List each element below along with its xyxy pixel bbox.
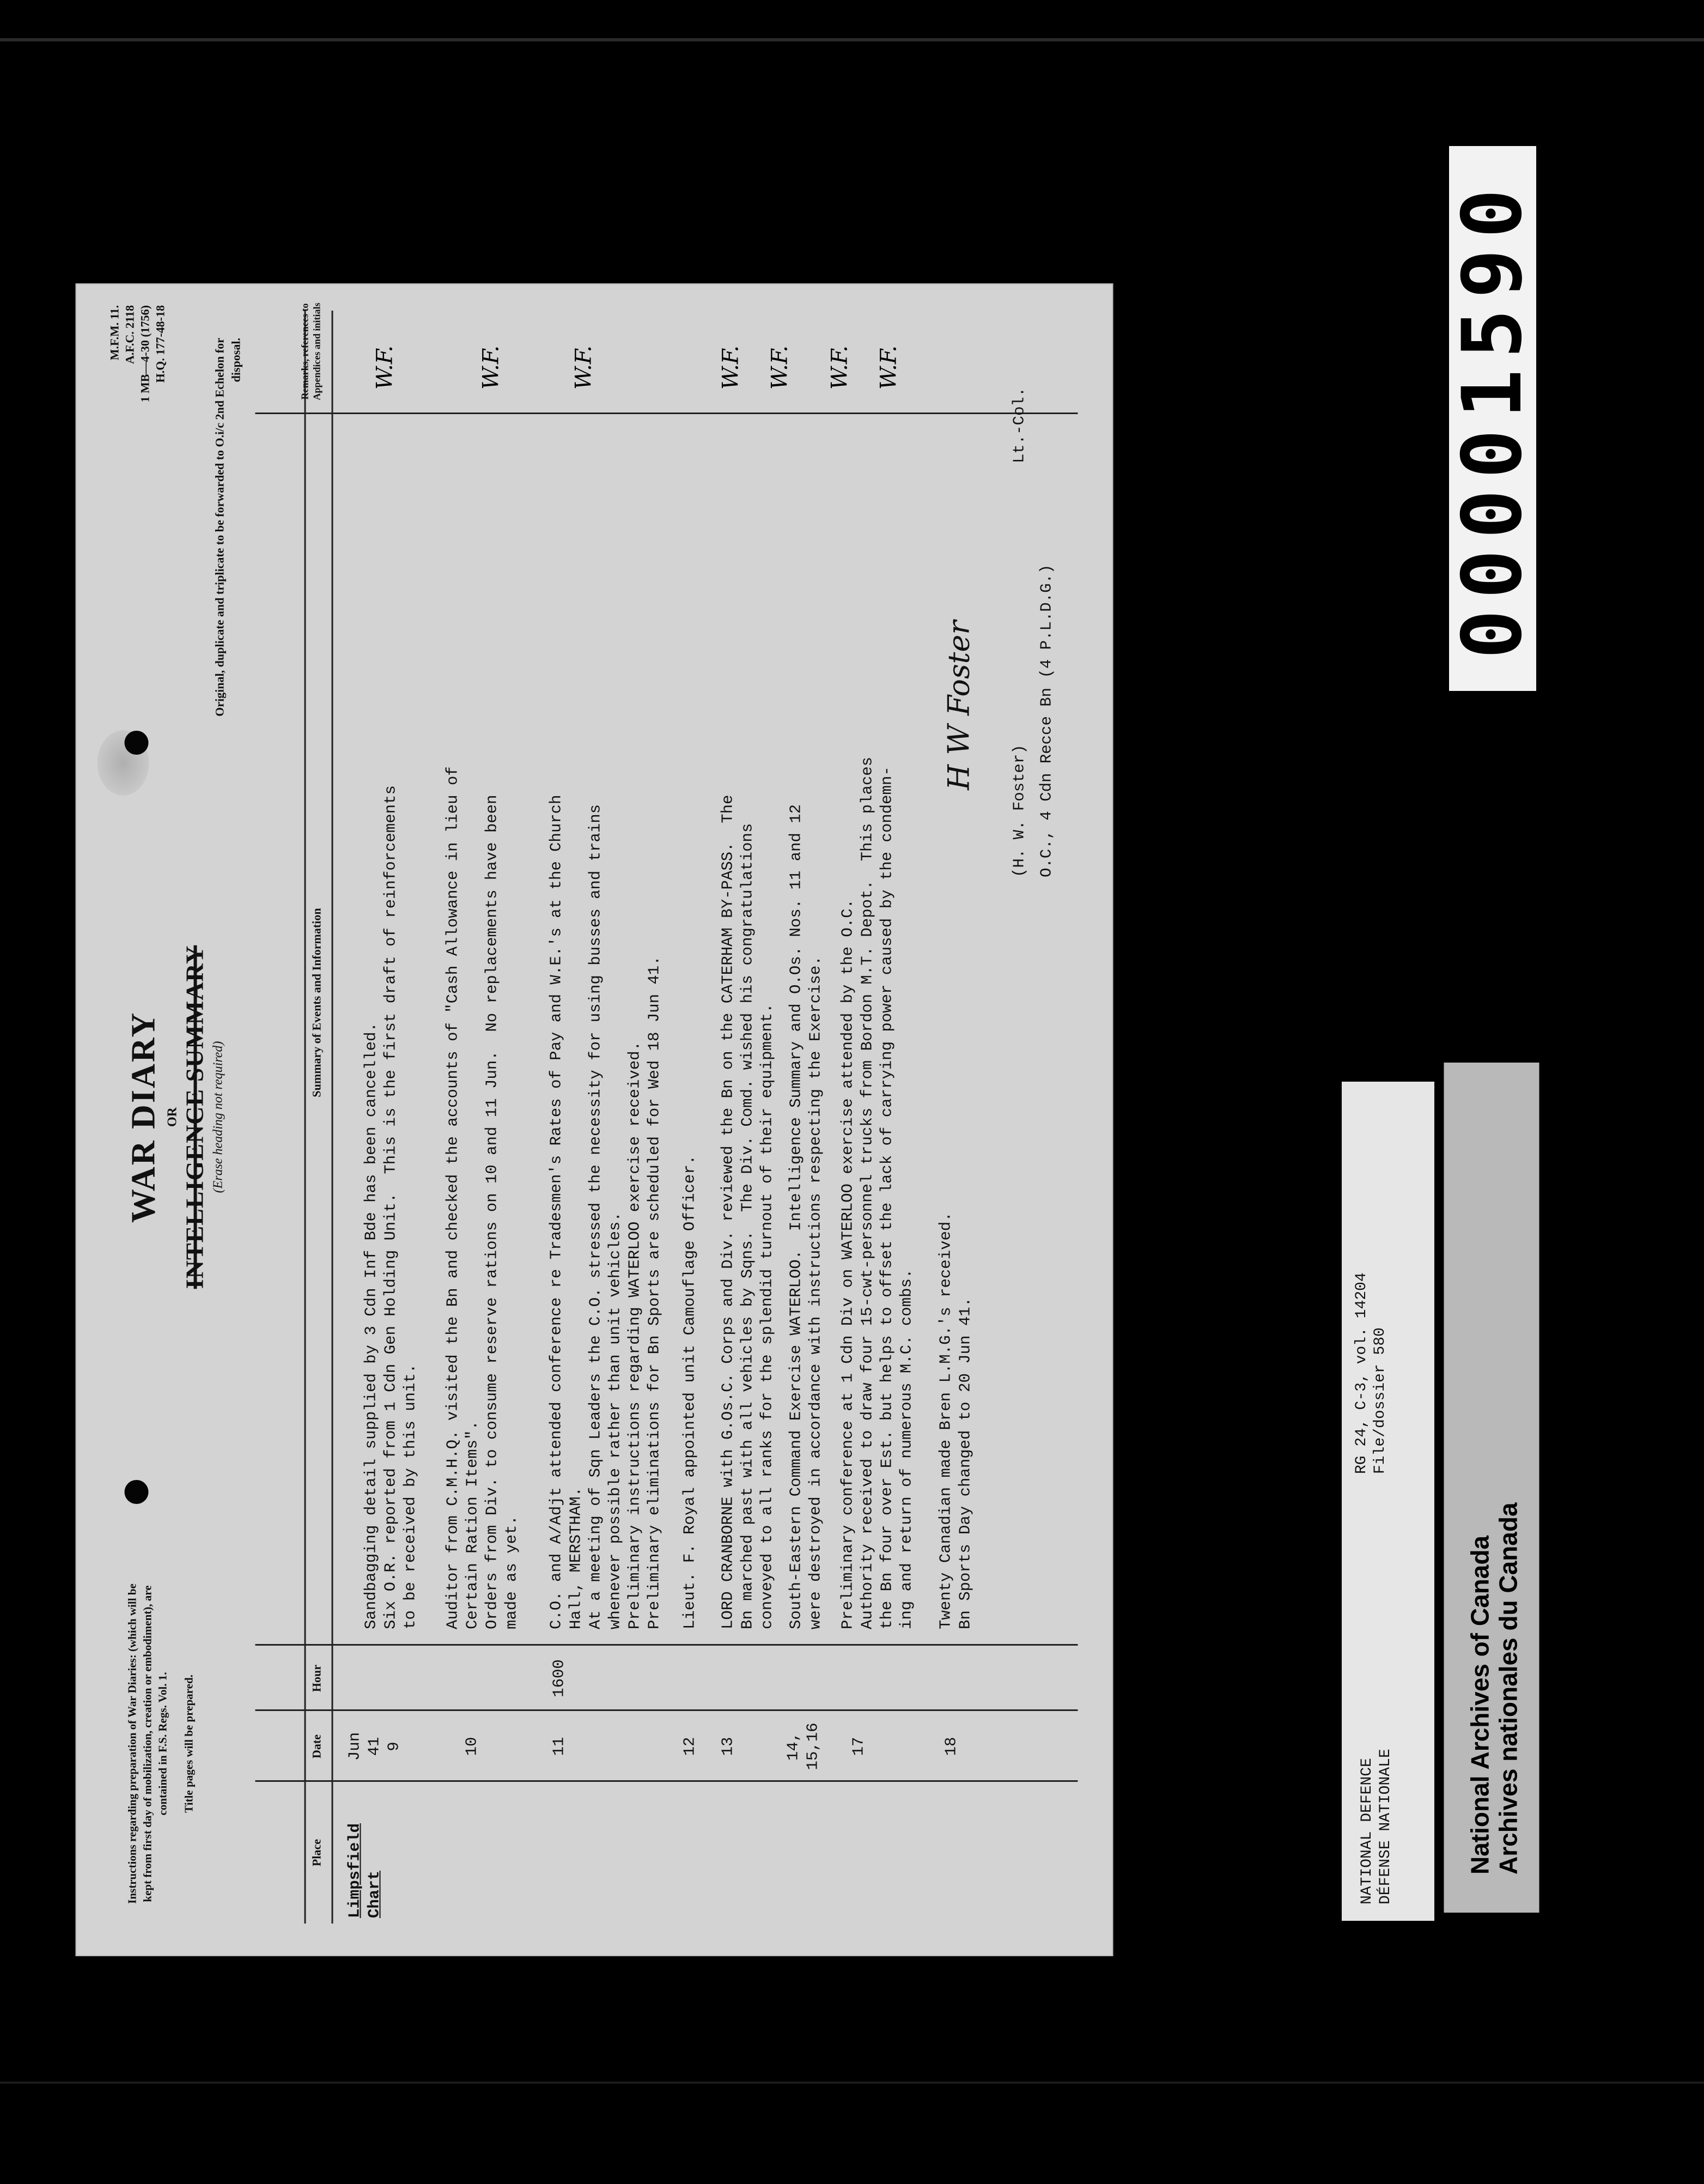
col-divider-date (255, 1709, 1078, 1711)
title-struck: INTELLIGENCE SUMMARY (180, 945, 208, 1289)
film-edge-top (0, 38, 1704, 41)
table-top-rule (304, 311, 306, 1924)
entry-text: LORD CRANBORNE with G.Os.C. Corps and Div. reviewed the Bn on the CATERHAM BY-PASS. The Bn marched past with all vehicles by Sqns. The Div. Comd. wished his congratulations conveyed to all ranks for the splendid turnout of their equipment. (719, 794, 776, 1629)
handwritten-signature: H W Foster (941, 620, 976, 790)
diary-title (124, 872, 226, 1362)
archive-label (1342, 1082, 1434, 1921)
entry-text: C.O. and A/Adjt attended conference re Tradesmen's Rates of Pay and W.E.'s at the Church Hall, MERSTHAM. At a meeting of Sqn Leaders the C.O. stressed the necessity for using busses and trains whenever possible rather than unit vehicles. Preliminary instructions regarding WATERLOO exercise received. Preliminary eliminations for Bn Sports are scheduled for Wed 18 Jun 41. (547, 794, 663, 1629)
initials-mark: W.F. (767, 345, 792, 390)
initials-mark: W.F. (478, 345, 503, 390)
war-diary-sheet (75, 283, 1113, 1956)
entry-hour: 1600 (550, 1659, 568, 1697)
signature-title: O.C., 4 Cdn Recce Bn (4 P.L.D.G.) (1037, 564, 1055, 877)
entry-text: Preliminary conference at 1 Cdn Div on WATERLOO exercise attended by the O.C. Authority received to draw four 15-cwt-personnel trucks from Bordon M.T. Depot. This places the Bn four over Est. but helps to offset the lack of carrying power caused by the condemn- ing and return of numerous M.C. combs. (838, 756, 915, 1629)
col-header-hour: Hour (309, 1664, 323, 1692)
archives-banner-text (1465, 1502, 1522, 1874)
entry-date: Jun 41 9 (345, 1732, 403, 1761)
entry-date: 12 (680, 1737, 698, 1756)
instructions-text: Instructions regarding preparation of War Diaries: (which will be kept from first day of mobilization, creation or embodiment), are contained in F.S. Regs. Vol. 1. (125, 1584, 169, 1904)
initials-mark: W.F. (571, 345, 596, 390)
signature-rank: Lt.-Col. (1010, 387, 1028, 463)
table-header-rule (331, 311, 333, 1924)
col-divider-remarks (255, 412, 1078, 414)
form-number-line2: A.F.C. 2118 (123, 305, 136, 364)
entry-date: 18 (942, 1737, 960, 1756)
title-or: OR (165, 1107, 179, 1127)
dept-en: NATIONAL DEFENCE (1359, 1758, 1376, 1904)
instructions-block (124, 1575, 196, 1913)
col-header-remarks: Remarks, references to Appendices and initials (299, 302, 322, 401)
entry-date: 14, 15,16 (784, 1722, 821, 1770)
entry-date: 13 (719, 1737, 737, 1756)
frame-number-plate: 00001590 (1449, 146, 1536, 691)
initials-mark: W.F. (718, 345, 743, 390)
initials-mark: W.F. (827, 345, 852, 390)
archives-banner (1444, 1063, 1539, 1913)
col-header-summary: Summary of Events and Information (309, 908, 323, 1097)
entry-text: Lieut. F. Royal appointed unit Camouflage Officer. (680, 1155, 698, 1629)
ref-file: File/dossier 580 (1372, 1327, 1389, 1474)
entry-text: Sandbagging detail supplied by 3 Cdn Inf Bde has been cancelled. Six O.R. reported from 1 Cdn Gen Holding Unit. This is the first draft of reinforcements to be received by this unit. (362, 785, 419, 1629)
title-pages-note: Title pages will be prepared. (182, 1675, 195, 1813)
title-note: (Erase heading not required) (211, 1041, 225, 1193)
archives-banner-container (1444, 1063, 1539, 1913)
place-cell: Limpsfield Chart (345, 1823, 383, 1918)
archive-label-department (1358, 1749, 1395, 1904)
original-note: Original, duplicate and triplicate to be forwarded to O.i/c 2nd Echelon for disposal. (212, 338, 242, 717)
archives-name-fr: Archives nationales du Canada (1494, 1502, 1522, 1874)
initials-mark: W.F. (876, 345, 901, 390)
dept-fr: DÉFENSE NATIONALE (1377, 1749, 1394, 1904)
entry-text: Auditor from C.M.H.Q. visited the Bn and checked the accounts of "Cash Allowance in lieu of Certain Ration Items". Orders from Div. to consume reserve rations on 10 and 11 Jun. No replacements have been made as yet. (443, 766, 520, 1629)
signature-name: (H. W. Foster) (1010, 744, 1028, 877)
col-header-place: Place (309, 1839, 323, 1867)
form-number-line1: M.F.M. 11. (107, 305, 121, 361)
film-edge-bottom (0, 2082, 1704, 2084)
archive-label-container (1342, 1082, 1434, 1921)
archives-name-en: National Archives of Canada (1465, 1535, 1494, 1874)
title-main: WAR DIARY (125, 1011, 162, 1223)
entry-text: Twenty Canadian made Bren L.M.G.'s received. Bn Sports Day changed to 20 Jun 41. (936, 1212, 974, 1629)
punch-hole-left (124, 1480, 148, 1504)
frame-number-plate-container (1445, 146, 1540, 691)
punch-hole-right (124, 731, 148, 755)
col-header-date: Date (309, 1734, 323, 1758)
form-number (107, 305, 168, 610)
col-divider-place (255, 1780, 1078, 1782)
form-number-line4: H.Q. 177-48-18 (153, 305, 167, 383)
entry-date: 10 (462, 1737, 480, 1756)
initials-mark: W.F. (372, 345, 397, 390)
ref-volume: RG 24, C-3, vol. 14204 (1353, 1272, 1370, 1474)
archive-label-reference (1353, 1272, 1390, 1474)
entry-text: South-Eastern Command Exercise WATERLOO. Intelligence Summary and O.Os. Nos. 11 and 12 were destroyed in accordance with instructions respecting the Exercise. (787, 804, 824, 1629)
war-diary-sheet-container (75, 283, 1113, 1956)
entry-date: 17 (849, 1737, 867, 1756)
entry-date: 11 (550, 1737, 568, 1756)
col-divider-hour (255, 1644, 1078, 1646)
form-number-line3: 1 MB—4-30 (1756) (138, 305, 151, 403)
